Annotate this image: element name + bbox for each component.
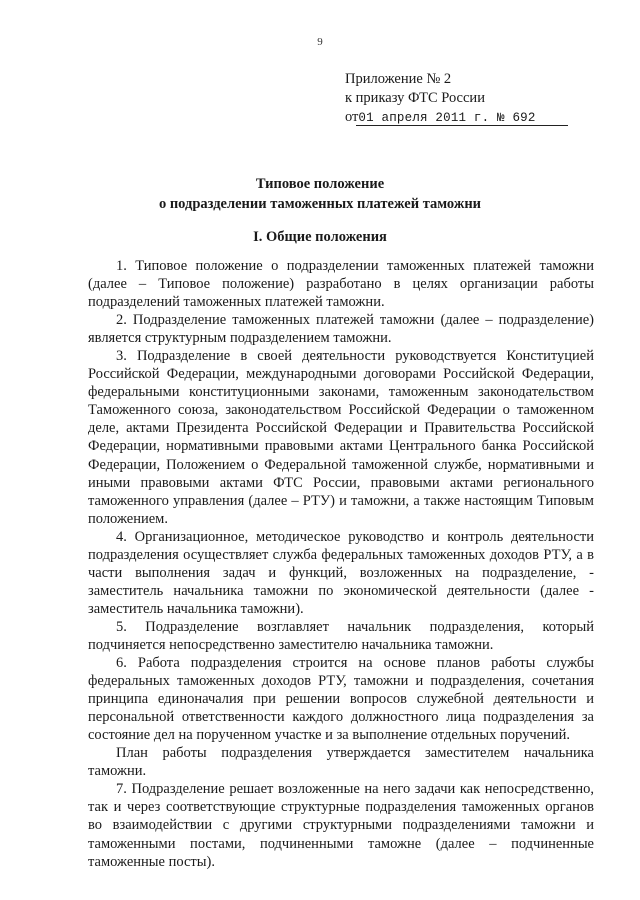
section-heading: I. Общие положения	[253, 229, 387, 245]
paragraph-2: 2. Подразделение таможенных платежей таможни (далее – подразделение) является структурным подразделением таможни.	[88, 312, 594, 347]
paragraph-6-plan: План работы подразделения утверждается заместителем начальника таможни.	[88, 745, 594, 780]
page-number: 9	[317, 36, 323, 48]
order-number: 692	[512, 111, 536, 125]
order-number-sign: №	[489, 111, 513, 125]
order-underline	[356, 125, 568, 126]
appendix-order-date-line	[345, 108, 585, 128]
body-text	[88, 257, 594, 871]
appendix-block	[345, 70, 585, 128]
document-title	[0, 174, 640, 214]
appendix-order-reference: к приказу ФТС России	[345, 90, 485, 106]
title-line-1: Типовое положение	[255, 176, 385, 192]
paragraph-5: 5. Подразделение возглавляет начальник подразделения, который подчиняется непосредственно заместителю начальника таможни.	[88, 618, 594, 653]
paragraph-7: 7. Подразделение решает возложенные на него задачи как непосредственно, так и через соответствующие структурные подразделения таможенных органов во взаимодействии с другими структурными подразделениями таможни и таможенными постами, подчиненными таможне (далее – подчиненные таможенные посты).	[88, 781, 594, 870]
order-date: 01 апреля 2011 г.	[358, 111, 490, 125]
paragraph-3: 3. Подразделение в своей деятельности руководствуется Конституцией Российской Федерации, международными договорами Российской Федерации, федеральными конституционными законами, таможенным законодательством Таможенного союза, законодательством Российской Федерации о таможенном деле, актами Президента Российской Федерации и Правительства Российской Федерации, нормативными правовыми актами Центрального банка Российской Федерации, Положением о Федеральной таможенной службе, нормативными и иными правовыми актами ФТС России, правовыми актами регионального таможенного управления (далее – РТУ) и таможни, а также настоящим Типовым положением.	[88, 348, 594, 527]
order-date-prefix: от	[345, 109, 359, 125]
paragraph-6: 6. Работа подразделения строится на основе планов работы службы федеральных таможенных доходов РТУ, таможни и подразделения, сочетания принципа единоначалия при решении вопросов служебной деятельности и персональной ответственности каждого должностного лица подразделения за состояние дел на порученном участке и за выполнение отдельных поручений.	[88, 655, 594, 744]
paragraph-1: 1. Типовое положение о подразделении таможенных платежей таможни (далее – Типовое положение) разработано в целях организации работы подразделений таможенных платежей таможни.	[88, 258, 594, 311]
paragraph-4: 4. Организационное, методическое руководство и контроль деятельности подразделения осуществляет служба федеральных таможенных доходов РТУ, а в части выполнения задач и функций, возложенных на подразделение, - заместитель начальника таможни по экономической деятельности (далее - заместитель начальника таможни).	[88, 528, 594, 617]
appendix-title: Приложение № 2	[345, 71, 452, 87]
title-line-2: о подразделении таможенных платежей таможни	[158, 196, 482, 212]
